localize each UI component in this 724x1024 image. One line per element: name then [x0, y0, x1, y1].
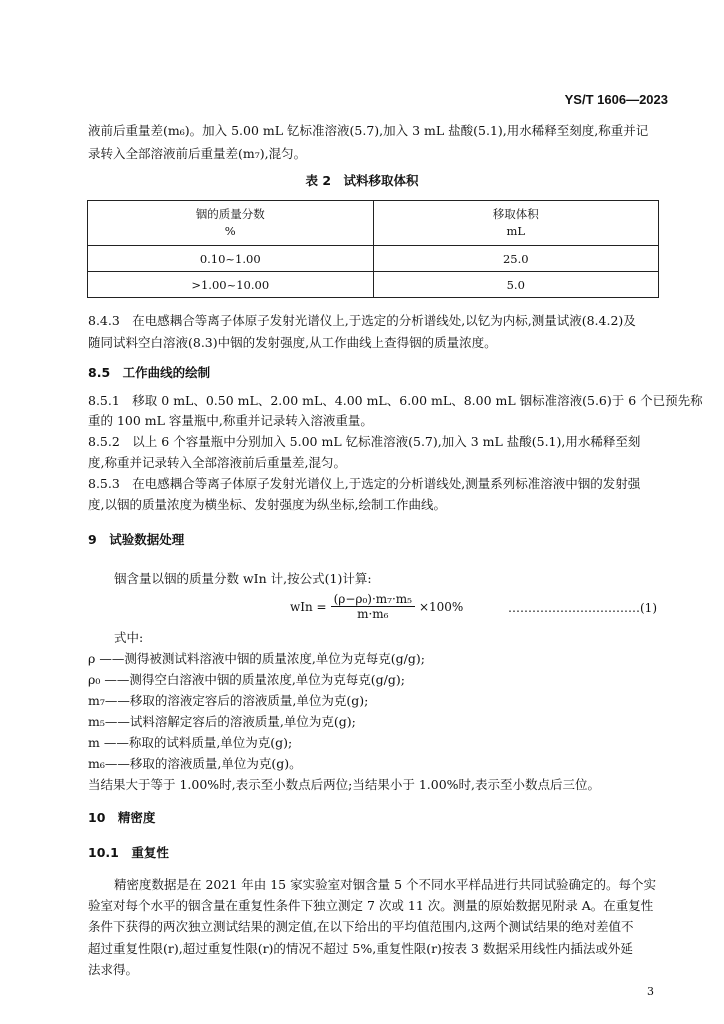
- clause-8-4-3: 随同试料空白溶液(8.3)中铟的发射强度,从工作曲线上查得铟的质量浓度。: [88, 335, 497, 350]
- intro-line: 录转入全部溶液前后重量差(m₇),混匀。: [88, 146, 307, 161]
- section-heading: 9 试验数据处理: [88, 532, 185, 547]
- formula: [290, 592, 463, 621]
- definition: ρ₀ ——测得空白溶液中铟的质量浓度,单位为克每克(g/g);: [88, 672, 405, 687]
- precision-paragraph: 精密度数据是在 2021 年由 15 家实验室对铟含量 5 个不同水平样品进行共同试验确定的。每个实: [114, 877, 657, 892]
- numerator: (ρ−ρ₀)·m₇·m₅: [331, 592, 415, 607]
- table-cell: 0.10~1.00: [88, 246, 374, 272]
- clause-8-5-1: 8.5.1 移取 0 mL、0.50 mL、2.00 mL、4.00 mL、6.00 mL、8.00 mL 铟标准溶液(5.6)于 6 个已预先称: [88, 393, 703, 408]
- clause-8-5-2: 度,称重并记录转入全部溶液前后重量差,混匀。: [88, 455, 346, 470]
- section-heading: 8.5 工作曲线的绘制: [88, 365, 211, 380]
- table-header-row: [88, 201, 659, 246]
- precision-paragraph: 超过重复性限(r),超过重复性限(r)的情况不超过 5%,重复性限(r)按表 3 数据采用线性内插法或外延: [88, 941, 633, 956]
- clause-8-4-3: 8.4.3 在电感耦合等离子体原子发射光谱仪上,于选定的分析谱线处,以钇为内标,测量试液(8.4.2)及: [88, 313, 636, 328]
- formula-factor: ×100%: [418, 599, 464, 614]
- section-heading: 10 精密度: [88, 810, 156, 825]
- clause-8-5-3: 8.5.3 在电感耦合等离子体原子发射光谱仪上,于选定的分析谱线处,测量系列标准溶液中铟的发射强: [88, 476, 641, 491]
- header-cell: 铟的质量分数 %: [88, 201, 374, 246]
- definition: m₅——试料溶解定容后的溶液质量,单位为克(g);: [88, 714, 356, 729]
- table-row: [88, 272, 659, 298]
- standard-number: YS/T 1606—2023: [564, 92, 668, 107]
- formula-lhs: wIn =: [290, 599, 327, 614]
- header-cell: 移取体积 mL: [373, 201, 659, 246]
- precision-paragraph: 条件下获得的两次独立测试结果的测定值,在以下给出的平均值范围内,这两个测试结果的绝对差值不: [88, 919, 634, 934]
- formula-intro: 铟含量以铟的质量分数 wIn 计,按公式(1)计算:: [114, 571, 372, 586]
- table-cell: >1.00~10.00: [88, 272, 374, 298]
- table-row: [88, 246, 659, 272]
- equation-number: ……………………………(1): [508, 601, 657, 615]
- clause-8-5-3: 度,以铟的质量浓度为横坐标、发射强度为纵坐标,绘制工作曲线。: [88, 497, 446, 512]
- page-number: 3: [647, 985, 654, 998]
- subsection-heading: 10.1 重复性: [88, 845, 169, 860]
- denominator: m·m₆: [357, 607, 389, 621]
- fraction: [331, 592, 415, 621]
- where-label: 式中:: [114, 630, 144, 645]
- table-cell: 5.0: [373, 272, 659, 298]
- definition: ρ ——测得被测试料溶液中铟的质量浓度,单位为克每克(g/g);: [88, 651, 425, 666]
- result-note: 当结果大于等于 1.00%时,表示至小数点后两位;当结果小于 1.00%时,表示至小数点后三位。: [88, 777, 601, 792]
- precision-paragraph: 验室对每个水平的铟含量在重复性条件下独立测定 7 次或 11 次。测量的原始数据见附录 A。在重复性: [88, 898, 654, 913]
- definition: m₆——移取的溶液质量,单位为克(g)。: [88, 756, 302, 771]
- sample-volume-table: [87, 200, 659, 298]
- table-title: 表 2 试料移取体积: [305, 173, 419, 188]
- precision-paragraph: 法求得。: [88, 962, 139, 977]
- definition: m ——称取的试料质量,单位为克(g);: [88, 735, 293, 750]
- definition: m₇——移取的溶液定容后的溶液质量,单位为克(g);: [88, 693, 369, 708]
- clause-8-5-1: 重的 100 mL 容量瓶中,称重并记录转入溶液重量。: [88, 413, 373, 428]
- intro-line: 液前后重量差(m₆)。加入 5.00 mL 钇标准溶液(5.7),加入 3 mL 盐酸(5.1),用水稀释至刻度,称重并记: [88, 123, 649, 138]
- clause-8-5-2: 8.5.2 以上 6 个容量瓶中分别加入 5.00 mL 钇标准溶液(5.7),加入 3 mL 盐酸(5.1),用水稀释至刻: [88, 434, 641, 449]
- table-cell: 25.0: [373, 246, 659, 272]
